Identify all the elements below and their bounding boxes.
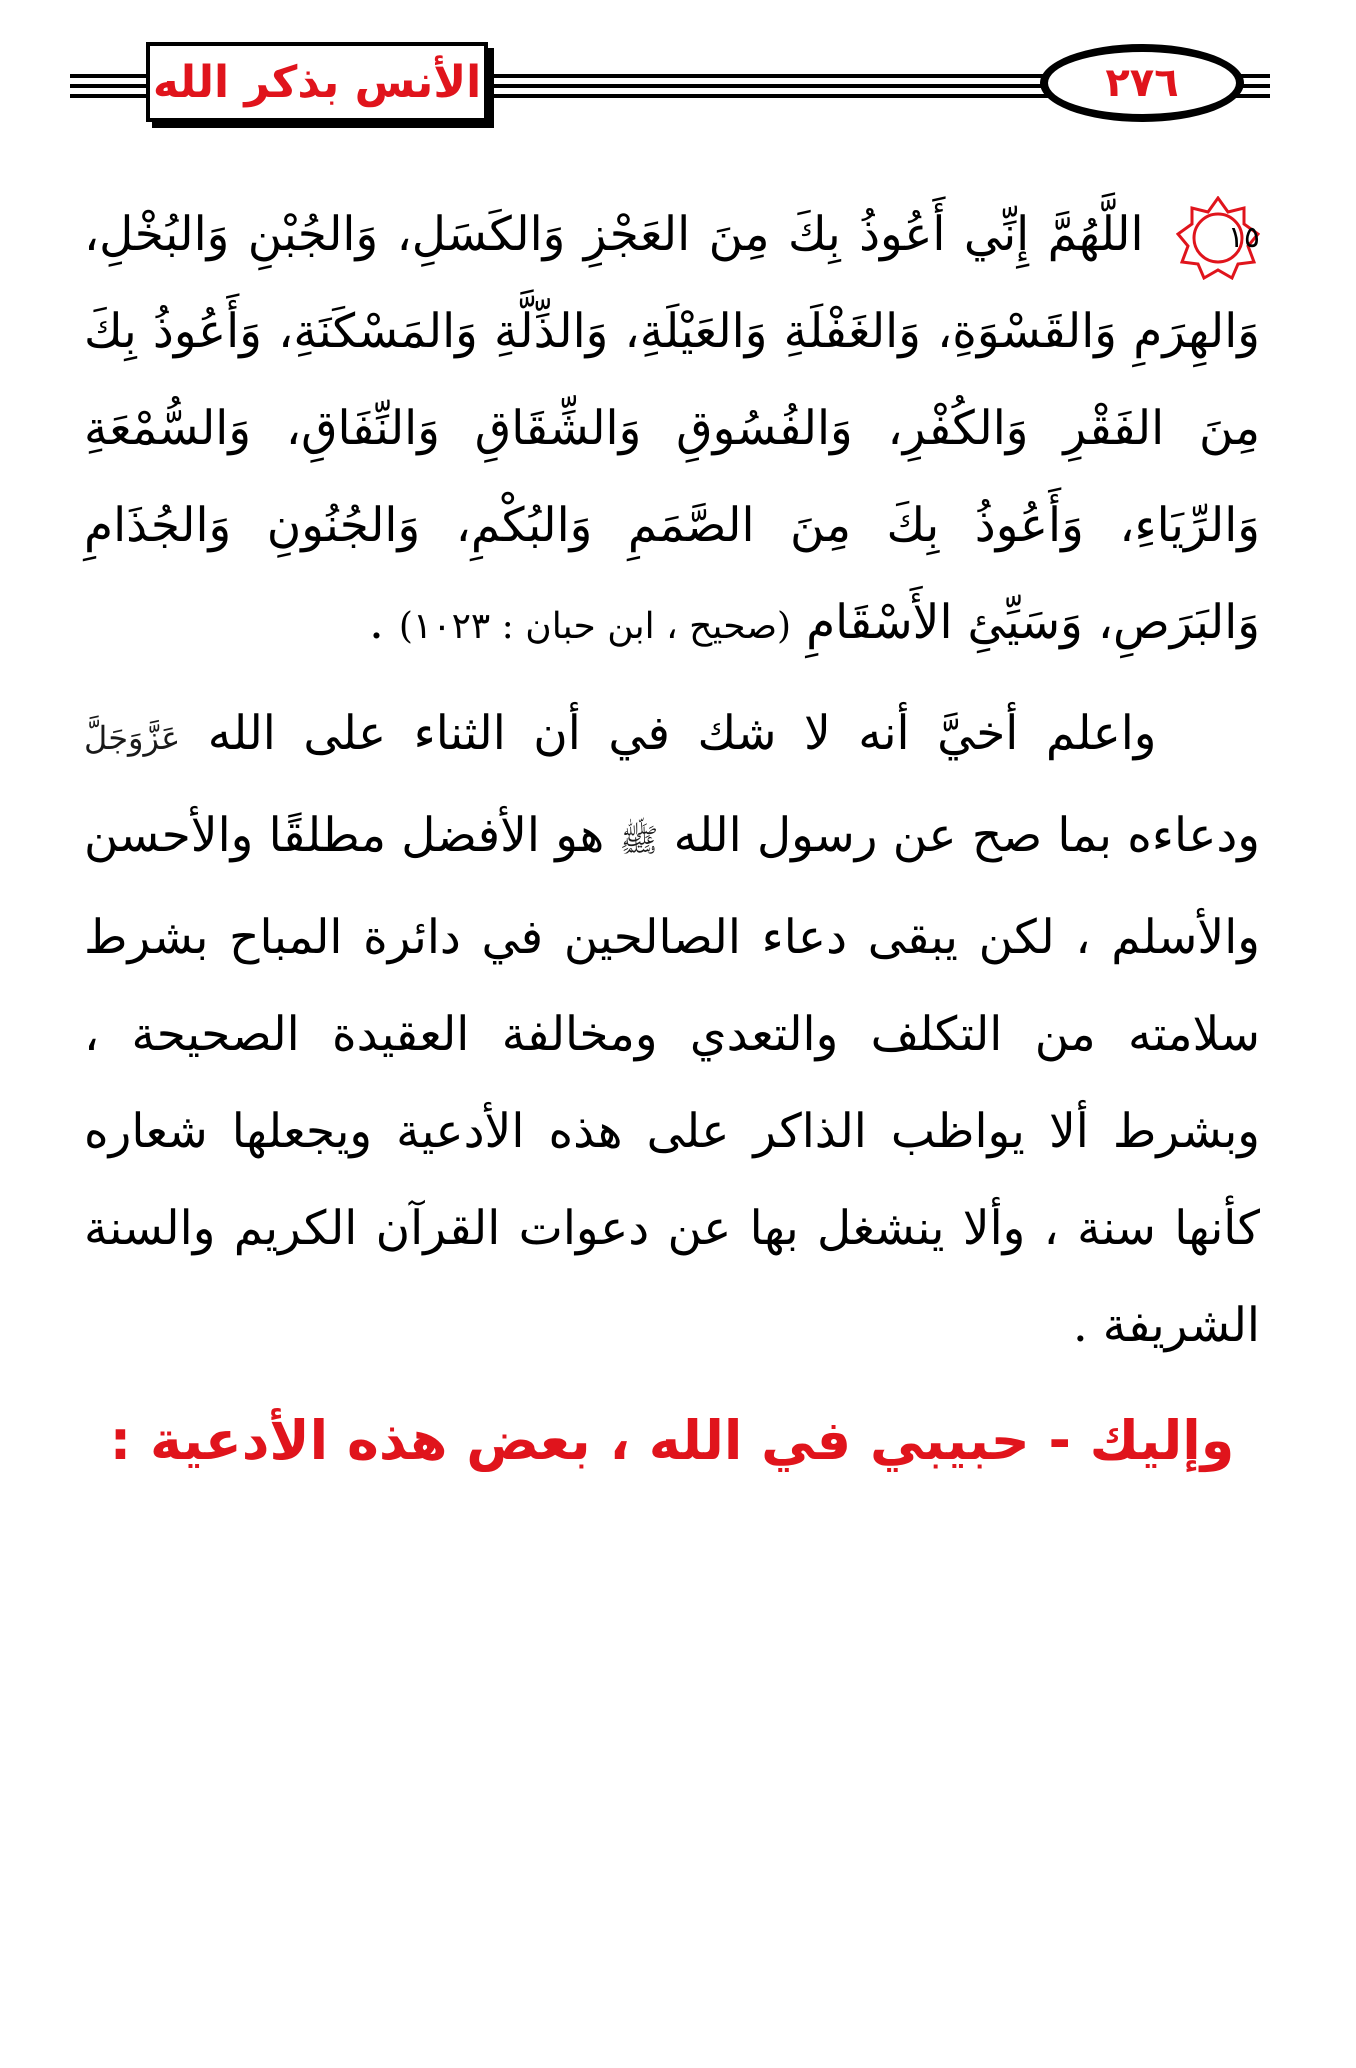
dua-number: ١٥ (1227, 220, 1260, 255)
ornament-star-icon (1176, 196, 1260, 280)
explanation-part-1: واعلم أخيَّ أنه لا شك في أن الثناء على الله (207, 706, 1157, 761)
page-number: ٢٧٦ (1105, 60, 1179, 106)
explanation-part-3: هو الأفضل مطلقًا والأحسن والأسلم ، لكن يبقى دعاء الصالحين في دائرة المباح بشرط سلامته من التكلف والتعدي ومخالفة العقيدة الصحيحة ، وبشرط ألا يواظب الذاكر على هذه الأدعية ويجعلها شعاره كأنها سنة ، وألا ينشغل بها عن دعوات القرآن الكريم والسنة الشريفة . (84, 808, 1260, 1353)
explanation-paragraph (84, 685, 1260, 1374)
page-number-oval (1040, 44, 1244, 122)
dua-text: اللَّهُمَّ إِنِّي أَعُوذُ بِكَ مِنَ العَجْزِ وَالكَسَلِ، وَالجُبْنِ وَالبُخْلِ، وَالهِرَمِ وَالقَسْوَةِ، وَالغَفْلَةِ وَالعَيْلَةِ، وَالذِّلَّةِ وَالمَسْكَنَةِ، وَأَعُوذُ بِكَ مِنَ الفَقْرِ وَالكُفْرِ، وَالفُسُوقِ وَالشِّقَاقِ وَالنِّفَاقِ، وَالسُّمْعَةِ وَالرِّيَاءِ، وَأَعُوذُ بِكَ مِنَ الصَّمَمِ وَالبُكْمِ، وَالجُنُونِ وَالجُذَامِ وَالبَرَصِ، وَسَيِّئِ الأَسْقَامِ (84, 207, 1260, 650)
dua-paragraph (84, 186, 1260, 675)
hadith-reference: (صحيح ، ابن حبان : ١٠٢٣) (398, 606, 792, 647)
page-header (70, 38, 1270, 130)
page-body (84, 186, 1260, 1374)
closing-heading: وإليك - حبيبي في الله ، بعض هذه الأدعية : (109, 1409, 1235, 1472)
book-title: الأنس بذكر الله (152, 56, 482, 108)
dua-end: . (368, 595, 384, 650)
honorific-prophet-glyph: ﷺ (619, 821, 659, 859)
book-title-box (146, 42, 488, 122)
honorific-god-glyph: عَزَّوَجَلَّ (84, 719, 181, 757)
explanation-part-2: ودعاءه بما صح عن رسول الله (673, 808, 1260, 863)
